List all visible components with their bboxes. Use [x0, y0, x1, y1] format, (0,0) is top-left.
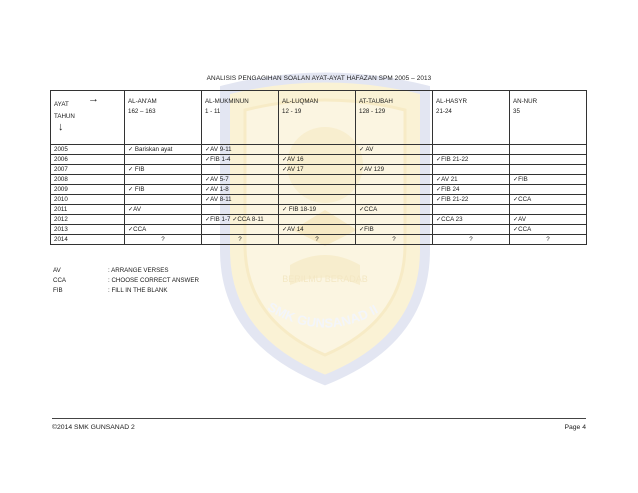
table-cell — [433, 205, 510, 215]
column-header-mukminun: AL-MUKMINUN 1 - 11 — [202, 91, 279, 145]
table-row — [51, 145, 587, 155]
table-cell: ✓ FIB — [125, 185, 202, 195]
table-row — [51, 185, 587, 195]
table-cell: ? — [279, 235, 356, 245]
table-cell — [356, 215, 433, 225]
crest-school-name: SMK GUNSANAD II — [265, 299, 381, 331]
year-cell: 2009 — [51, 185, 125, 195]
column-header-luqman: AL-LUQMAN 12 - 19 — [279, 91, 356, 145]
table-cell: ✓ Bariskan ayat — [125, 145, 202, 155]
table-cell — [279, 195, 356, 205]
table-cell — [510, 165, 587, 175]
table-cell: ✓FIB 1-7 ✓CCA 8-11 — [202, 215, 279, 225]
corner-cell — [51, 91, 125, 145]
table-cell — [433, 225, 510, 235]
table-row — [51, 205, 587, 215]
document-title: ANALISIS PENGAGIHAN SOALAN AYAT-AYAT HAFAZAN SPM 2005 – 2013 — [206, 75, 432, 82]
table-cell: ✓CCA — [356, 205, 433, 215]
table-cell — [356, 175, 433, 185]
table-cell — [356, 195, 433, 205]
legend-abbr: AV — [53, 267, 61, 274]
table-cell: ✓CCA 23 — [433, 215, 510, 225]
table-row — [51, 195, 587, 205]
legend-abbr: FIB — [53, 287, 63, 294]
year-cell: 2012 — [51, 215, 125, 225]
table-cell: ✓CCA — [510, 225, 587, 235]
table-cell: ✓AV 17 — [279, 165, 356, 175]
table-cell — [510, 155, 587, 165]
year-cell: 2013 — [51, 225, 125, 235]
table-header-row — [51, 91, 587, 145]
legend-desc: : FILL IN THE BLANK — [108, 287, 168, 294]
year-cell: 2010 — [51, 195, 125, 205]
table-cell — [510, 205, 587, 215]
table-cell: ✓AV 129 — [356, 165, 433, 175]
year-cell: 2014 — [51, 235, 125, 245]
table-cell — [279, 145, 356, 155]
arrow-down-icon: ↓ — [58, 121, 64, 133]
table-cell: ✓AV 5-7 — [202, 175, 279, 185]
legend-row-av — [53, 266, 199, 276]
year-cell: 2006 — [51, 155, 125, 165]
year-cell: 2008 — [51, 175, 125, 185]
table-cell: ✓FIB 24 — [433, 185, 510, 195]
table-row — [51, 215, 587, 225]
table-cell — [279, 215, 356, 225]
table-cell — [125, 215, 202, 225]
table-cell — [125, 155, 202, 165]
column-header-hasyr: AL-HASYR 21-24 — [433, 91, 510, 145]
table-cell — [356, 155, 433, 165]
legend — [53, 266, 199, 296]
table-cell — [202, 205, 279, 215]
table-cell: ✓AV 14 — [279, 225, 356, 235]
table-cell: ✓FIB 21-22 — [433, 195, 510, 205]
column-header-taubah: AT-TAUBAH 128 - 129 — [356, 91, 433, 145]
footer-copyright: ©2014 SMK GUNSANAD 2 — [52, 424, 135, 431]
table-cell: ✓ FIB 18-19 — [279, 205, 356, 215]
table-cell: ? — [125, 235, 202, 245]
table-cell: ✓ AV — [356, 145, 433, 155]
tahun-label: TAHUN — [54, 113, 75, 120]
crest-motto: BERILMU BERADAB — [282, 274, 368, 284]
table-row — [51, 235, 587, 245]
table-cell: ? — [356, 235, 433, 245]
year-cell: 2007 — [51, 165, 125, 175]
legend-row-fib — [53, 286, 199, 296]
table-cell — [510, 185, 587, 195]
table-cell: ✓FIB — [510, 175, 587, 185]
table-cell: ✓AV — [510, 215, 587, 225]
table-cell: ✓ FIB — [125, 165, 202, 175]
table-cell: ✓AV — [125, 205, 202, 215]
table-cell — [356, 185, 433, 195]
table-cell: ✓FIB 21-22 — [433, 155, 510, 165]
legend-abbr: CCA — [53, 277, 67, 284]
table-cell: ✓CCA — [125, 225, 202, 235]
footer-page-number: Page 4 — [564, 424, 586, 431]
table-cell — [279, 175, 356, 185]
table-cell — [433, 145, 510, 155]
table-cell — [202, 225, 279, 235]
table-cell — [125, 195, 202, 205]
table-cell: ✓AV 9-11 — [202, 145, 279, 155]
year-cell: 2005 — [51, 145, 125, 155]
table-cell: ✓AV 21 — [433, 175, 510, 185]
legend-desc: : CHOOSE CORRECT ANSWER — [108, 277, 199, 284]
table-cell: ✓AV 1-8 — [202, 185, 279, 195]
column-header-nur: AN-NUR 35 — [510, 91, 587, 145]
table-cell: ? — [202, 235, 279, 245]
table-cell: ? — [433, 235, 510, 245]
legend-desc: : ARRANGE VERSES — [108, 267, 169, 274]
table-row — [51, 155, 587, 165]
table-row — [51, 225, 587, 235]
legend-row-cca — [53, 276, 199, 286]
footer-divider — [52, 418, 586, 419]
table-cell: ✓FIB 1-4 — [202, 155, 279, 165]
table-cell: ✓AV 8-11 — [202, 195, 279, 205]
table-cell — [433, 165, 510, 175]
table-cell: ✓AV 16 — [279, 155, 356, 165]
ayat-label: AYAT — [54, 101, 69, 108]
analysis-table — [50, 90, 587, 245]
arrow-right-icon: → — [88, 93, 99, 105]
table-cell: ? — [510, 235, 587, 245]
table-cell — [125, 175, 202, 185]
table-cell — [510, 145, 587, 155]
year-cell: 2011 — [51, 205, 125, 215]
table-row — [51, 165, 587, 175]
table-cell — [202, 165, 279, 175]
table-cell: ✓FIB — [356, 225, 433, 235]
column-header-an-am: AL-AN'AM 162 – 163 — [125, 91, 202, 145]
table-cell: ✓CCA — [510, 195, 587, 205]
table-cell — [279, 185, 356, 195]
table-row — [51, 175, 587, 185]
